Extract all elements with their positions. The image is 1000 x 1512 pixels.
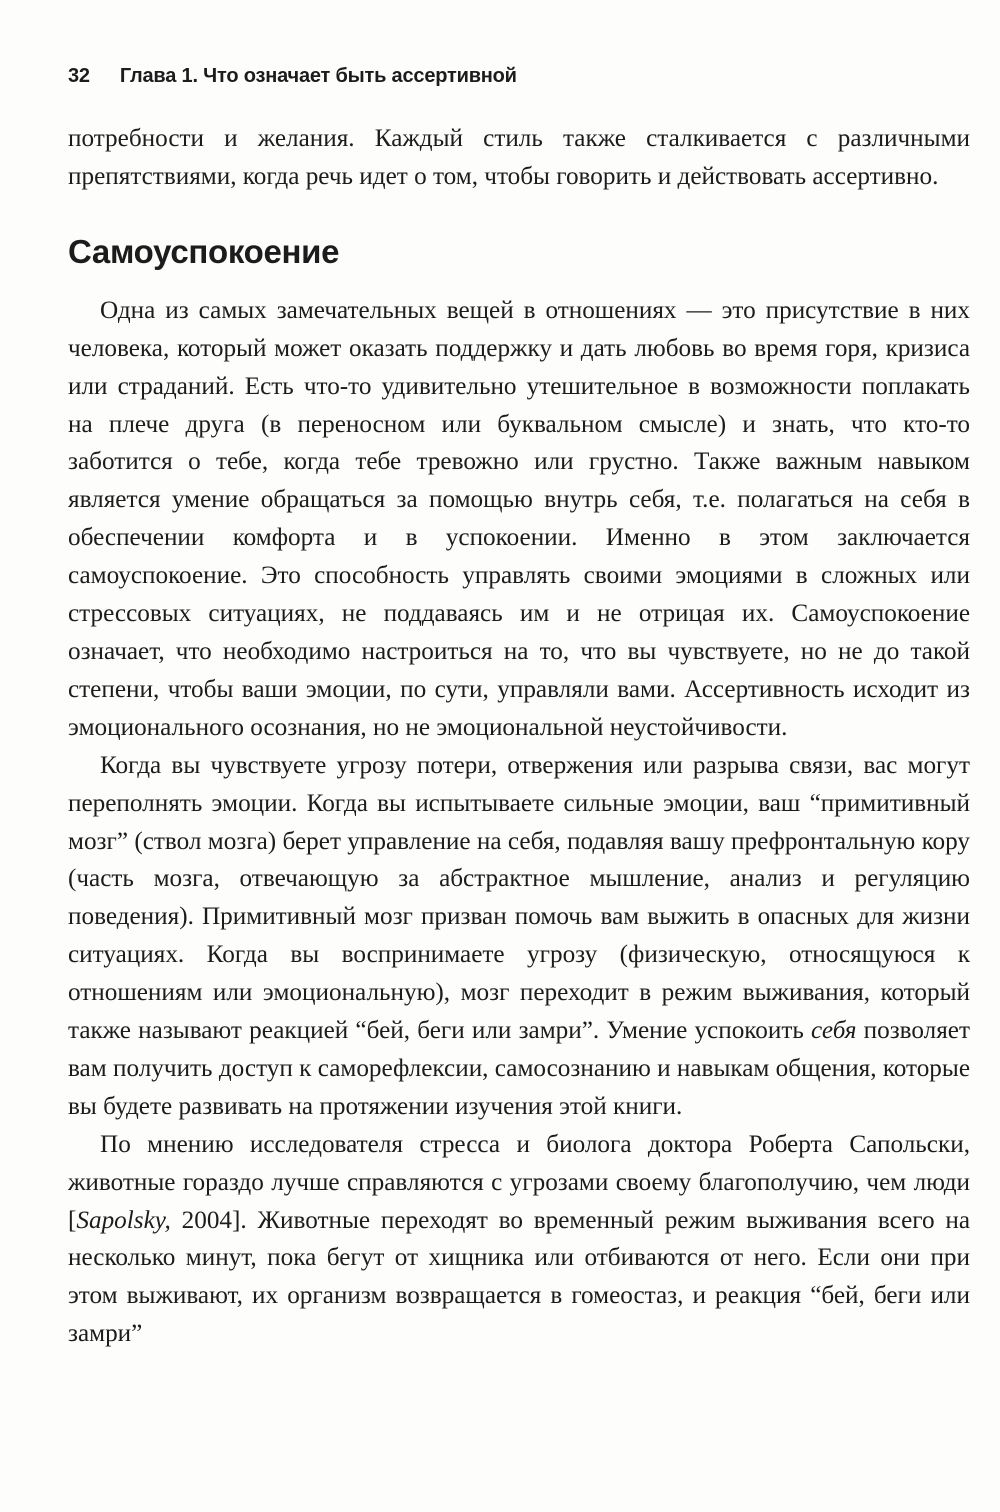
paragraph-text: позволяет вам получить доступ к саморефлексии, самосознанию и навыкам общения, которые вы будете развивать на протяжении изучения этой книги. — [68, 1017, 970, 1120]
citation-author: Sapolsky, — [76, 1206, 171, 1234]
paragraph-text: 2004]. Животные переходят во временный режим выживания всего на несколько минут, пока бегут от хищника или отбиваются от него. Если они при этом выживают, их организм возвращается в гомеостаз, и реакция “бей, беги или замри” — [68, 1206, 970, 1348]
paragraph-continuation: потребности и желания. Каждый стиль также сталкивается с различными препятствиями, когда речь идет о том, чтобы говорить и действовать ассертивно. — [68, 125, 970, 190]
paragraph-text: По мнению исследователя стресса и биолога доктора Роберта Сапольски, животные гораздо лучше справляются с угрозами своему благополучию, чем люди [ — [68, 1130, 970, 1234]
emphasis-text: себя — [811, 1017, 857, 1045]
paragraph-self-soothing-intro: Одна из самых замечательных вещей в отношениях — это присутствие в них человека, который может оказать поддержку и дать любовь во время горя, кризиса или страданий. Есть что-то удивительно утешительное в возможности поплакать на плече друга (в переносном или буквальном смысле) и знать, что кто-то заботится о тебе, когда тебе тревожно или грустно. Также важным навыком является умение обращаться за помощью внутрь себя, т.е. полагаться на себя в обеспечении комфорта и в успокоении. Именно в этом заключается самоуспокоение. Это способность управлять своими эмоциями в сложных или стрессовых ситуациях, не поддаваясь им и не отрицая их. Самоуспокоение означает, что необходимо настроиться на то, что вы чувствуете, но не до такой степени, чтобы ваши эмоции, по сути, управляли вами. Ассертивность исходит из эмоционального осознания, но не эмоциональной неустойчивости. — [68, 296, 970, 741]
section-heading: Самоуспокоение — [68, 232, 340, 270]
paragraph-primitive-brain — [68, 747, 970, 1126]
running-head — [68, 56, 970, 96]
paragraph-text: Когда вы чувствуете угрозу потери, отвержения или разрыва связи, вас могут переполнять эмоции. Когда вы испытываете сильные эмоции, ваш “примитивный мозг” (ствол мозга) берет управление на себя, подавляя вашу префронтальную кору (часть мозга, отвечающую за абстрактное мышление, анализ и регуляцию поведения). Примитивный мозг призван помочь вам выжить в опасных для жизни ситуациях. Когда вы воспринимаете угрозу (физическую, относящуюся к отношениям или эмоциональную), мозг переходит в режим выживания, который также называют реакцией “бей, беги или замри”. Умение успокоить — [68, 751, 970, 1045]
chapter-title: Глава 1. Что означает быть ассертивной — [119, 65, 517, 87]
page-number: 32 — [68, 65, 90, 87]
paragraph-sapolsky — [68, 1126, 970, 1353]
body-text — [68, 120, 970, 1353]
